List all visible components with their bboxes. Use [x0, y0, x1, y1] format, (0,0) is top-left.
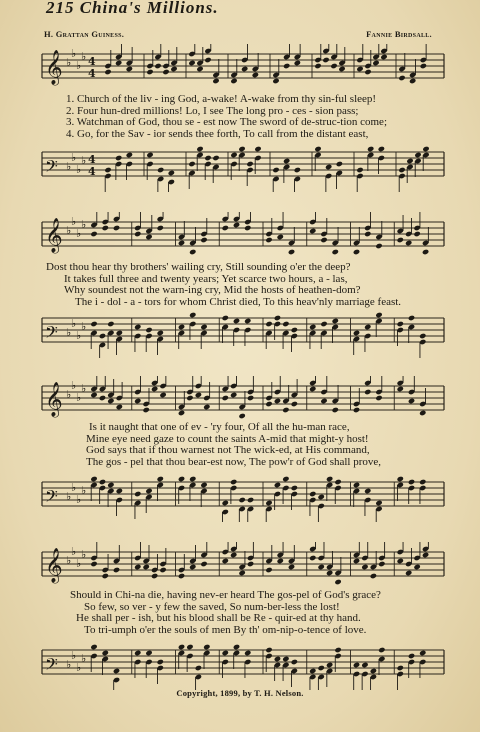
lyric-line: So few, so ver - y few the saved, So num-ber-less the lost!: [84, 600, 340, 613]
flat-icon: ♭: [76, 59, 82, 72]
bass-staff-1: [0, 142, 480, 192]
lyrics-block-4: [70, 590, 462, 636]
flat-icon: ♭: [81, 382, 87, 395]
bass-clef-icon: 𝄢: [45, 486, 58, 510]
svg-text:4: 4: [88, 67, 96, 80]
flat-icon: ♭: [71, 317, 77, 330]
flat-icon: ♭: [76, 391, 82, 404]
svg-text:4: 4: [88, 165, 96, 178]
flat-icon: ♭: [71, 649, 77, 662]
flat-icon: ♭: [81, 320, 87, 333]
treble-staff-1: [0, 44, 480, 94]
flat-icon: ♭: [66, 326, 72, 339]
treble-clef-icon: 𝄞: [45, 218, 63, 253]
flat-icon: ♭: [76, 557, 82, 570]
lyric-line: He shall per - ish, but his blood shall be Re - quir-ed at thy hand.: [76, 612, 361, 624]
bass-staff-4: [0, 640, 480, 690]
bass-staff-2: [0, 308, 480, 358]
lyric-line: To tri-umph o'er the souls of men By th' om-nip-o-tence of love.: [84, 623, 367, 636]
note-heads: [90, 476, 426, 522]
treble-clef-icon: 𝄞: [45, 548, 63, 583]
flat-icon: ♭: [76, 329, 82, 342]
bass-staff-3: [0, 472, 480, 522]
flat-icon: ♭: [71, 151, 77, 164]
flat-icon: ♭: [81, 484, 87, 497]
flat-icon: ♭: [76, 163, 82, 176]
flat-icon: ♭: [66, 56, 72, 69]
flat-icon: ♭: [81, 548, 87, 561]
flat-icon: ♭: [76, 227, 82, 240]
lyricist-credit: Fannie Birdsall.: [366, 29, 432, 39]
staff-lines: [42, 482, 444, 506]
flat-icon: ♭: [66, 160, 72, 173]
flat-icon: ♭: [81, 154, 87, 167]
flat-icon: ♭: [76, 661, 82, 674]
svg-text:4: 4: [88, 153, 96, 166]
staff-lines: [42, 318, 444, 342]
lyric-line: Why soundest not the warn-ing cry, Mid the hosts of heathen-dom?: [64, 284, 361, 296]
lyric-line: Dost thou hear thy brothers' wailing cry, Still sounding o'er the deep?: [46, 261, 351, 273]
lyric-line: The gos - pel that thou bear-est now, The pow'r of God shall prove,: [86, 455, 382, 468]
bass-clef-icon: 𝄢: [45, 654, 58, 678]
page-title: 215 China's Millions.: [46, 0, 219, 17]
note-heads: [90, 644, 426, 690]
flat-icon: ♭: [81, 652, 87, 665]
lyric-line: Mine eye need gaze to count the saints A-mid that might-y host!: [86, 432, 369, 445]
lyric-line: Should in Chi-na die, having nev-er heard The gos-pel of God's grace?: [70, 589, 381, 601]
lyrics-block-2: [46, 262, 458, 308]
flat-icon: ♭: [71, 545, 77, 558]
flat-icon: ♭: [66, 554, 72, 567]
flat-icon: ♭: [66, 388, 72, 401]
lyrics-block-1: [66, 94, 458, 140]
flat-icon: ♭: [81, 50, 87, 63]
flat-icon: ♭: [66, 224, 72, 237]
copyright-notice: Copyright, 1899, by T. H. Nelson.: [176, 688, 304, 698]
flat-icon: ♭: [76, 493, 82, 506]
note-heads: [104, 146, 429, 192]
lyric-line: It takes full three and twenty years; Yet scarce two hours, a - las,: [64, 272, 348, 285]
treble-staff-4: [0, 542, 480, 592]
staff-lines: [42, 222, 444, 246]
bass-clef-icon: 𝄢: [45, 156, 58, 180]
lyric-line: Is it naught that one of ev - 'ry four, Of all the hu-man race,: [89, 421, 350, 433]
lyric-line: 2. Four hun-dred millions! Lo, I see The long pro - ces - sion pass;: [66, 104, 359, 117]
treble-clef-icon: 𝄞: [45, 50, 63, 85]
flat-icon: ♭: [71, 215, 77, 228]
lyric-line: The i - dol - a - tors for whom Christ died, To this heav'nly marriage feast.: [75, 295, 402, 308]
lyrics-block-3: [86, 422, 458, 468]
flat-icon: ♭: [71, 47, 77, 60]
lyric-line: 3. Watchman of God, thou se - est now The sword of de-struc-tion come;: [66, 116, 387, 128]
flat-icon: ♭: [81, 218, 87, 231]
bass-clef-icon: 𝄢: [45, 322, 58, 346]
note-heads: [90, 312, 426, 358]
flat-icon: ♭: [66, 490, 72, 503]
flat-icon: ♭: [71, 379, 77, 392]
treble-staff-3: [0, 376, 480, 426]
lyric-line: God says that if thou warnest not The wick-ed, at His command,: [86, 444, 370, 456]
flat-icon: ♭: [71, 481, 77, 494]
lyric-line: 1. Church of the liv - ing God, a-wake! A-wake from thy sin-ful sleep!: [66, 93, 377, 105]
composer-credit: H. Grattan Guiness.: [44, 29, 125, 39]
svg-text:4: 4: [88, 55, 96, 68]
treble-staff-2: [0, 212, 480, 262]
lyric-line: 4. Go, for the Sav - ior sends thee forth, To call from the distant east,: [66, 127, 369, 140]
treble-clef-icon: 𝄞: [45, 382, 63, 417]
flat-icon: ♭: [66, 658, 72, 671]
